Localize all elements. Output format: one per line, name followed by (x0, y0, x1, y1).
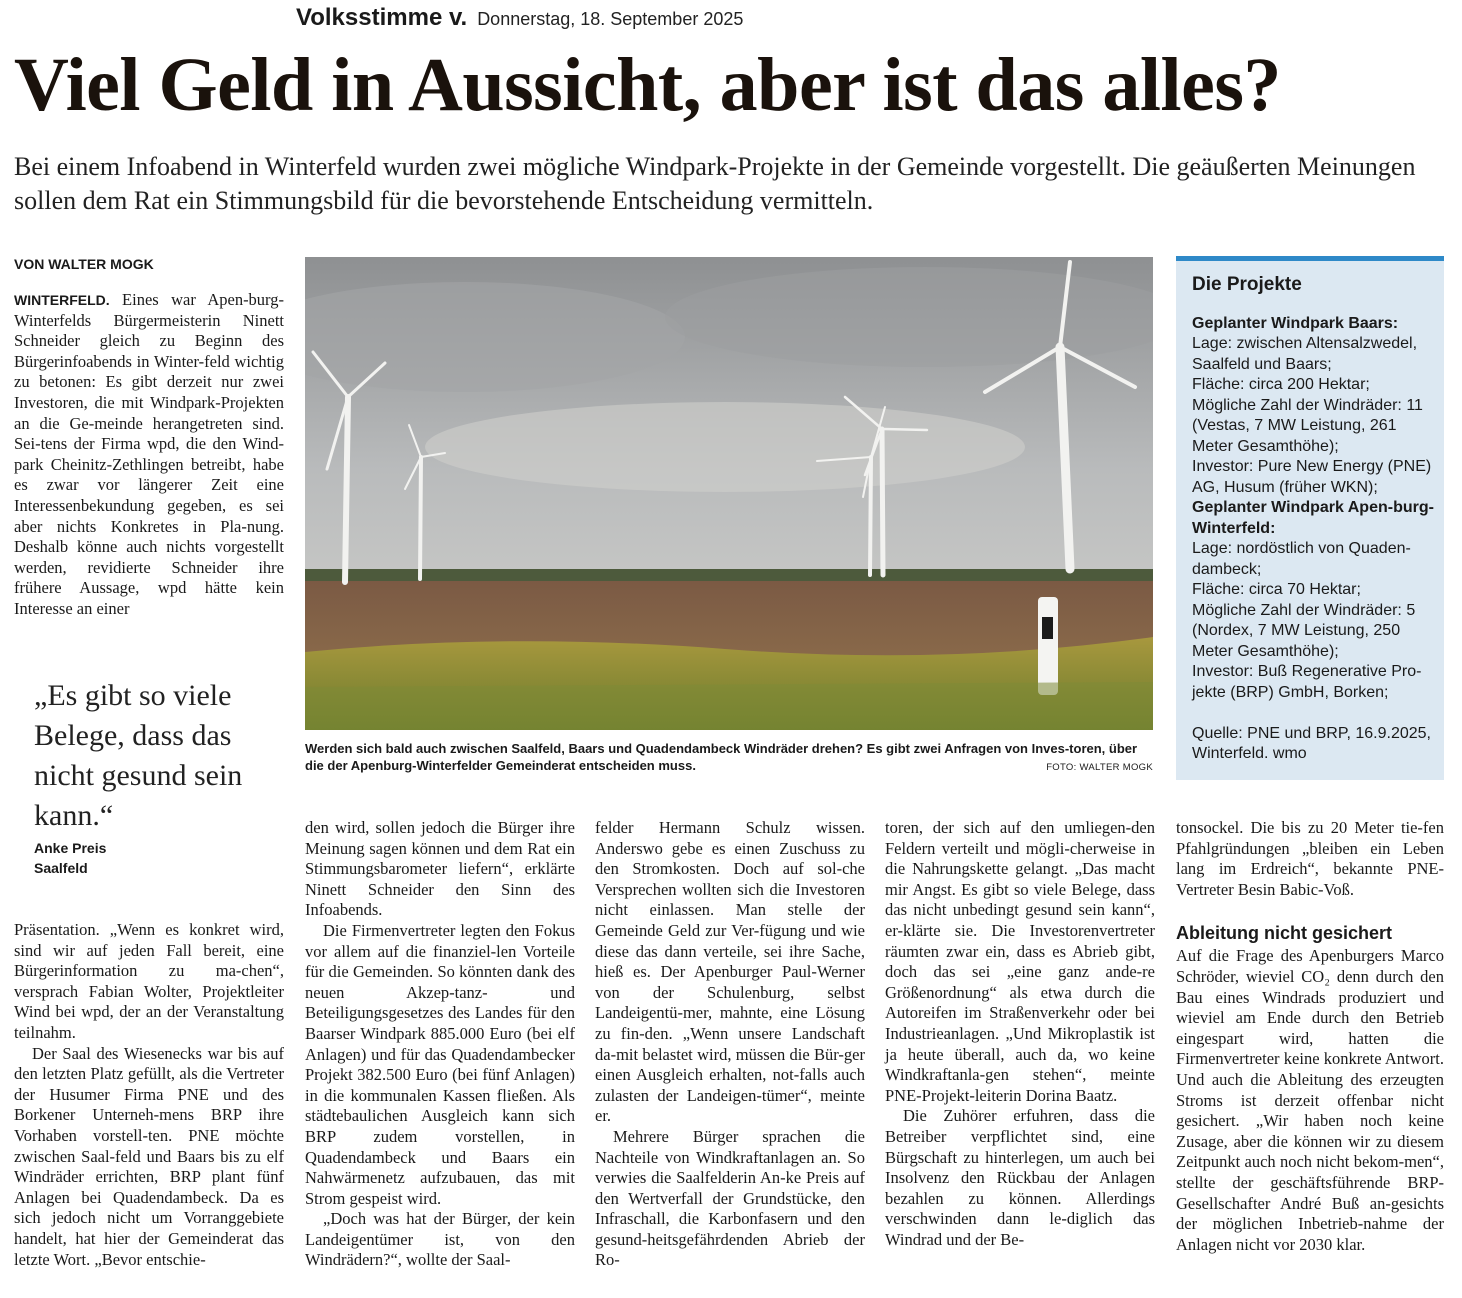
project-2-area: Fläche: circa 70 Hektar; (1192, 581, 1361, 598)
paragraph: Die Firmenvertreter legten den Fokus vor allem auf die finanziel-len Vorteile für die Gemeinden. So könnten dank des neuen Akzep-tanz- und Beteiligungsgesetzes des Landes für den Baarser Windpark 885.000 Euro (bei elf Anlagen) und für das Quadendambecker Projekt 382.500 Euro (bei fünf Anlagen) in die kommunalen Kassen fließen. Als städtebaulichen Ausgleich kann sich BRP zudem vorstellen, in Quadendambeck und Baars ein Nahwärmenetz aufzubauen, das mit Strom gespeist wird. (305, 920, 575, 1208)
article-column-1-bottom (14, 920, 284, 1270)
paragraph: felder Hermann Schulz wissen. Anderswo gebe es einen Zuschuss zu den Stromkosten. Doch auf sol-che Versprechen wollten sich die Investoren nicht einlassen. Man stelle der Gemeinde Geld zur Ver-fügung und wie diese das dann verteile, sei ihre Sache, hieß es. Der Apenburger Paul-Werner von der Schulenburg, selbst Landeigentü-mer, mahnte, eine Lösung zu fin-den. „Wenn unsere Landschaft da-mit belastet wird, müssen die Bür-ger einen Ausgleich erhalten, not-falls auch zulasten der Landeigen-tümer“, meinte er. (595, 818, 865, 1126)
article-column-5 (1176, 818, 1444, 1255)
project-1-location: Lage: zwischen Altensalzwedel, Saalfeld und Baars; (1192, 335, 1418, 373)
project-2-location: Lage: nordöstlich von Quaden-dambeck; (1192, 540, 1411, 578)
spacer (1192, 703, 1436, 724)
paragraph: Auf die Frage des Apenburgers Marco Schröder, wieviel CO₂ denn durch den Bau eines Windrads produziert und wieviel am Ende durch den Betrieb eingespart wird, hatten die Firmenvertreter keine konkrete Antwort. Und auch die Ableitung des erzeugten Stroms ist derzeit offenbar nicht gesichert. „Wir haben noch keine Zusage, aber die können wir zu diesem Zeitpunkt auch noch nicht bekom-men“, stellte der geschäftsführende BRP-Gesellschafter André Buß an-gesichts der möglichen Inbetrieb-nahme der Anlagen nicht vor 2030 klar. (1176, 946, 1444, 1254)
lead-text: Eines war Apen-burg-Winterfelds Bürgermeisterin Ninett Schneider gleich zu Beginn des Bürgerinfoabends in Winter-feld wichtig zu betonen: Es gibt derzeit nur zwei Investoren, die mit Windpark-Projekten an die Ge-meinde herangetreten sind. Sei-tens der Firma wpd, die den Wind-park Cheinitz-Zethlingen betreibt, habe es zwar vor längerer Zeit eine Interessenbekundung gegeben, es sei aber nichts Konkretes in Pla-nung. Deshalb könne auch nichts vorgestellt werden, revidierte Schneider ihre frühere Aussage, wpd hätte kein Interesse an einer (14, 290, 284, 618)
photo-caption: Werden sich bald auch zwischen Saalfeld, Baars und Quadendambeck Windräder drehen? Es gibt zwei Anfragen von Inves-toren, über die der Apenburg-Winterfelder Gemeinderat entscheiden muss. (305, 741, 1138, 773)
dateline: WINTERFELD. (14, 292, 110, 308)
article-column-4 (885, 818, 1155, 1250)
project-2-turbines: Mögliche Zahl der Windräder: 5 (Nordex, 7 MW Leistung, 250 Meter Gesamthöhe); (1192, 601, 1416, 660)
article-photo (305, 257, 1153, 730)
paragraph: toren, der sich auf den umliegen-den Feldern verteilt und mögli-cherweise in die Nahrungskette gelangt. „Das macht mir Angst. Es gibt so viele Belege, dass das nicht unbedingt gesund sein kann“, er-klärte sie. Die Investorenvertreter räumten zwar ein, dass es Abrieb gibt, doch das sei „eine ganz ande-re Größenordnung“ als etwa durch die Autoreifen im Straßenverkehr oder bei Industrieanlagen. „Und Mikroplastik ist ja heute überall, auch da, wo keine Windkraftanla-gen stehen“, meinte PNE-Projekt-leiterin Dorina Baatz. (885, 818, 1155, 1105)
masthead (296, 4, 743, 32)
photo-credit: FOTO: WALTER MOGK (1046, 762, 1153, 773)
project-1-area: Fläche: circa 200 Hektar; (1192, 376, 1370, 393)
paragraph: Präsentation. „Wenn es konkret wird, sind wir auf jeden Fall bereit, eine Bürgerinformation zu ma-chen“, versprach Fabian Wolter, Projektleiter Wind bei wpd, der an der Veranstaltung teilnahm. (14, 920, 284, 1042)
project-1-turbines: Mögliche Zahl der Windräder: 11 (Vestas, 7 MW Leistung, 261 Meter Gesamthöhe); (1192, 396, 1423, 455)
paragraph: den wird, sollen jedoch die Bürger ihre Meinung sagen können und dem Rat ein Stimmungsbarometer liefern“, erklärte Ninett Schneider den Sinn des Infoabends. (305, 818, 575, 920)
byline: VON WALTER MOGK (14, 256, 154, 272)
paragraph: Die Zuhörer erfuhren, dass die Betreiber verpflichtet sind, eine Bürgschaft zu hinterlegen, um auch bei Insolvenz den Rückbau der Anlagen bezahlen zu können. Allerdings verschwinden dann le-diglich das Windrad und der Be- (885, 1106, 1155, 1249)
project-1-investor: Investor: Pure New Energy (PNE) AG, Husum (früher WKN); (1192, 458, 1432, 496)
project-2-investor: Investor: Buß Regenerative Pro-jekte (BRP) GmbH, Borken; (1192, 663, 1422, 701)
standfirst: Bei einem Infoabend in Winterfeld wurden zwei mögliche Windpark-Projekte in der Gemeinde vorgestellt. Die geäußerten Meinungen sollen dem Rat ein Stimmungsbild für die bevorstehende Entscheidung vermitteln. (14, 152, 1416, 215)
issue-date: Donnerstag, 18. September 2025 (477, 9, 744, 29)
headline: Viel Geld in Aussicht, aber ist das alles? (14, 43, 1281, 127)
quote-attribution (34, 838, 106, 878)
quote-place: Saalfeld (34, 860, 88, 876)
info-box (1176, 256, 1444, 780)
article-column-1-top (14, 290, 284, 620)
subheading: Ableitung nicht gesichert (1176, 923, 1393, 944)
paragraph: tonsockel. Die bis zu 20 Meter tie-fen Pfahlgründungen „bleiben ein Leben lang im Erdreich“, bekannte PNE-Vertreter Besin Babic-Voß. (1176, 818, 1444, 899)
pull-quote: „Es gibt so viele Belege, dass das nicht gesund sein kann.“ (34, 679, 243, 832)
article-column-2 (305, 818, 575, 1271)
paragraph: Der Saal des Wiesenecks war bis auf den letzten Platz gefüllt, als die Vertreter der Husumer Firma PNE und des Borkener Unterneh-mens BRP ihre Vorhaben vorstell-ten. PNE möchte zwischen Saal-feld und Baars bis zu elf Windräder errichten, BRP plant fünf Anlagen bei Quadendambeck. Da es sich jedoch nicht um Vorranggebiete handelt, hat hier der Gemeinderat das letzte Wort. „Bevor entschie- (14, 1043, 284, 1269)
windpark-photo (305, 257, 1153, 730)
project-1-heading: Geplanter Windpark Baars: (1192, 314, 1399, 332)
project-2-heading: Geplanter Windpark Apen-burg-Winterfeld: (1192, 499, 1434, 537)
quote-name: Anke Preis (34, 840, 107, 856)
newspaper-name: Volksstimme v. (296, 4, 468, 31)
paragraph: Mehrere Bürger sprachen die Nachteile von Windkraftanlagen an. So verwies die Saalfelderin An-ke Preis auf den Wertverfall der Grundstücke, den Infraschall, die Karbonfasern und den gesund-heitsgefährdenden Abrieb der Ro- (595, 1126, 865, 1270)
info-box-source: Quelle: PNE und BRP, 16.9.2025, Winterfeld. wmo (1192, 724, 1431, 762)
info-box-title: Die Projekte (1192, 274, 1302, 295)
lead-paragraph (14, 290, 284, 620)
article-column-3 (595, 818, 865, 1271)
paragraph: „Doch was hat der Bürger, der kein Landeigentümer ist, von den Windrädern?“, wollte der Saal- (305, 1209, 575, 1270)
